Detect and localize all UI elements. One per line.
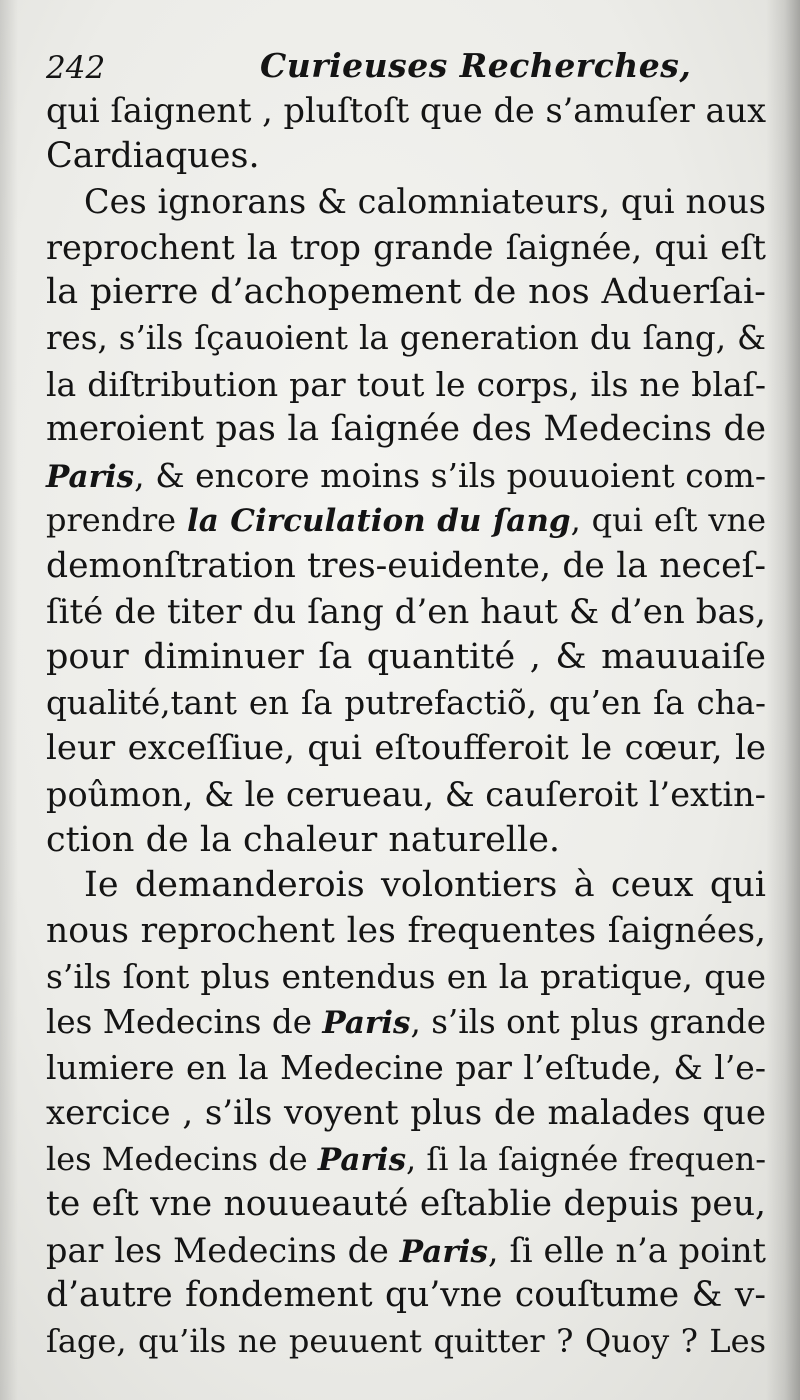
- text-line: te eſt vne nouueauté eſtablie depuis peu,: [46, 1184, 766, 1225]
- text-line: Cardiaques.: [46, 135, 260, 176]
- text-line: [46, 1228, 766, 1274]
- page-gutter-shadow: [0, 0, 18, 1400]
- line-post: , qui eſt vne: [570, 501, 766, 540]
- italic-phrase: Paris: [322, 1004, 411, 1041]
- text-line: nous reprochent les frequentes ſaignées,: [46, 910, 766, 951]
- line-post: , ſi la ſaignée frequen-: [406, 1139, 766, 1178]
- text-line: lumiere en la Medecine par l’eſtude, & l’e-: [46, 1048, 766, 1088]
- text-line: meroient pas la ſaignée des Medecins de: [46, 409, 766, 450]
- line-pre: les Medecins de: [46, 1139, 318, 1178]
- line-post: , ſi elle n’a point: [487, 1230, 766, 1270]
- text-line: qualité,tant en ſa putrefactiõ, qu’en ſa cha-: [46, 683, 766, 722]
- text-line: Ie demanderois volontiers à ceux qui: [84, 865, 766, 906]
- page-header: [46, 46, 746, 92]
- line-pre: par les Medecins de: [46, 1230, 400, 1270]
- page-number: 242: [46, 50, 106, 86]
- text-line: res, s’ils ſçauoient la generation du ſang, &: [46, 318, 766, 357]
- text-line: qui ſaignent , pluſtoſt que de s’amuſer aux: [46, 91, 766, 130]
- text-line: ſage, qu’ils ne peuuent quitter ? Quoy ? Les: [46, 1322, 766, 1361]
- italic-phrase: Paris: [46, 458, 135, 495]
- text-line: reprochent la trop grande ſaignée, qui eſt: [46, 227, 766, 267]
- text-line: xercice , s’ils voyent plus de malades que: [46, 1093, 766, 1134]
- text-line: Ces ignorans & calomniateurs, qui nous: [84, 182, 766, 222]
- text-line: [46, 1000, 766, 1046]
- line-pre: les Medecins de: [46, 1002, 323, 1041]
- text-line: [46, 1137, 766, 1183]
- text-line: pour diminuer ſa quantité , & mauuaiſe: [46, 637, 766, 678]
- text-line: demonſtration tres-euidente, de la neceſ-: [46, 545, 766, 586]
- line-pre: prendre: [46, 501, 187, 540]
- page-edge-shadow: [766, 0, 800, 1400]
- text-line: s’ils ſont plus entendus en la pratique, que: [46, 957, 766, 997]
- running-head: Curieuses Recherches,: [260, 46, 692, 85]
- italic-phrase: Paris: [317, 1141, 407, 1178]
- body-text: [46, 88, 766, 1365]
- text-line: la diſtribution par tout le corps, ils ne blaſ-: [46, 364, 766, 404]
- line-post: , & encore moins s’ils pouuoient com-: [134, 455, 766, 495]
- text-line: la pierre d’achopement de nos Aduerſai-: [46, 272, 766, 313]
- line-post: , s’ils ont plus grande: [410, 1002, 766, 1041]
- text-line: poûmon, & le cerueau, & cauſeroit l’extin-: [46, 774, 766, 814]
- text-line: [46, 498, 766, 544]
- italic-phrase: la Circulation du ſang: [186, 503, 571, 540]
- italic-phrase: Paris: [399, 1233, 488, 1270]
- text-line: ction de la chaleur naturelle.: [46, 819, 561, 860]
- text-line: [46, 453, 766, 499]
- text-line: d’autre fondement qu’vne couſtume & v-: [46, 1275, 766, 1316]
- text-line: leur exceſſiue, qui eſtoufferoit le cœur, le: [46, 728, 766, 769]
- text-line: ſité de titer du ſang d’en haut & d’en bas,: [46, 591, 766, 632]
